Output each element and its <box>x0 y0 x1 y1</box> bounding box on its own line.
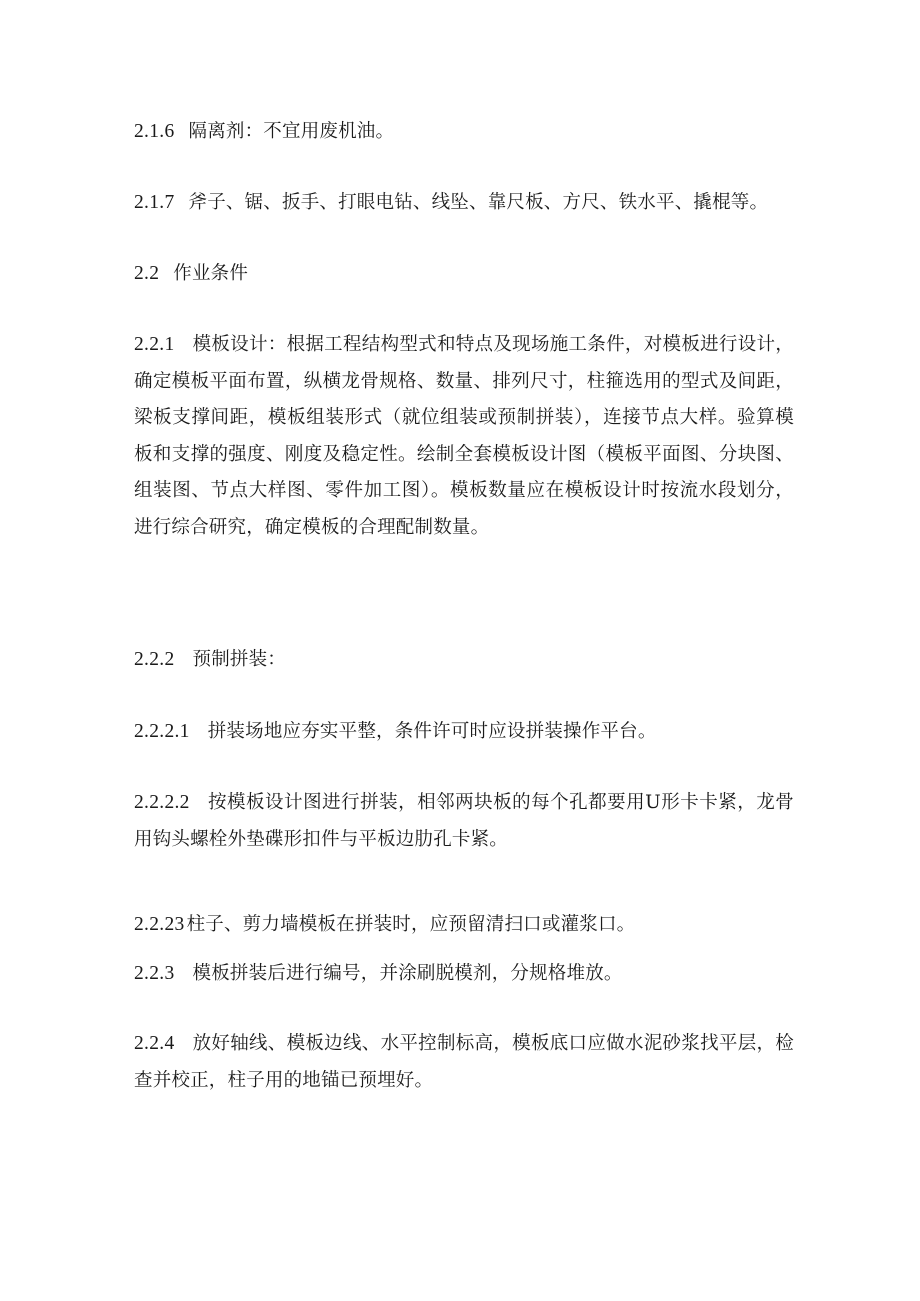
paragraph-2-2-4 <box>134 1026 794 1099</box>
paragraph-text: 模板拼装后进行编号，并涂刷脱模剂，分规格堆放。 <box>192 963 623 984</box>
paragraph-text: 拼装场地应夯实平整，条件许可时应设拼装操作平台。 <box>207 721 657 742</box>
paragraph-2-2-23 <box>134 907 794 944</box>
paragraph-text: 预制拼装： <box>192 649 287 670</box>
section-number: 2.2.1 <box>134 334 175 355</box>
paragraph-2-2-2-2 <box>134 785 794 858</box>
paragraph-text: 放好轴线、模板边线、水平控制标高，模板底口应做水泥砂浆找平层，检查并校正，柱子用的地锚已预埋好。 <box>134 1033 794 1091</box>
section-number: 2.2.2 <box>134 649 175 670</box>
paragraph-text: 柱子、剪力墙模板在拼装时，应预留清扫口或灌浆口。 <box>186 914 636 935</box>
heading-2-2 <box>134 256 794 293</box>
paragraph-2-2-3 <box>134 956 794 993</box>
heading-text: 作业条件 <box>173 263 249 284</box>
section-number: 2.1.6 <box>134 121 175 142</box>
paragraph-2-2-2 <box>134 642 794 679</box>
paragraph-text: 按模板设计图进行拼装，相邻两块板的每个孔都要用U形卡卡紧，龙骨用钩头螺栓外垫碟形扣件与平板边肋孔卡紧。 <box>134 792 794 850</box>
paragraph-2-2-1 <box>134 327 794 547</box>
section-number: 2.2.4 <box>134 1033 175 1054</box>
section-number: 2.2.3 <box>134 963 175 984</box>
paragraph-text: 隔离剂：不宜用废机油。 <box>188 121 395 142</box>
section-number: 2.2.23 <box>134 914 185 935</box>
paragraph-2-2-2-1 <box>134 714 794 751</box>
paragraph-2-1-7 <box>134 185 794 222</box>
paragraph-2-1-6 <box>134 114 794 151</box>
section-number: 2.1.7 <box>134 192 175 213</box>
paragraph-text: 模板设计：根据工程结构型式和特点及现场施工条件，对模板进行设计，确定模板平面布置，纵横龙骨规格、数量、排列尺寸，柱箍选用的型式及间距，梁板支撑间距，模板组装形式（就位组装或预制拼装），连接节点大样。验算模板和支撑的强度、刚度及稳定性。绘制全套模板设计图（模板平面图、分块图、组装图、节点大样图、零件加工图）。模板数量应在模板设计时按流水段划分，进行综合研究，确定模板的合理配制数量。 <box>134 334 794 538</box>
section-number: 2.2.2.1 <box>134 721 190 742</box>
paragraph-text: 斧子、锯、扳手、打眼电钻、线坠、靠尺板、方尺、铁水平、撬棍等。 <box>188 192 769 213</box>
section-number: 2.2.2.2 <box>134 792 190 813</box>
section-number: 2.2 <box>134 263 160 284</box>
